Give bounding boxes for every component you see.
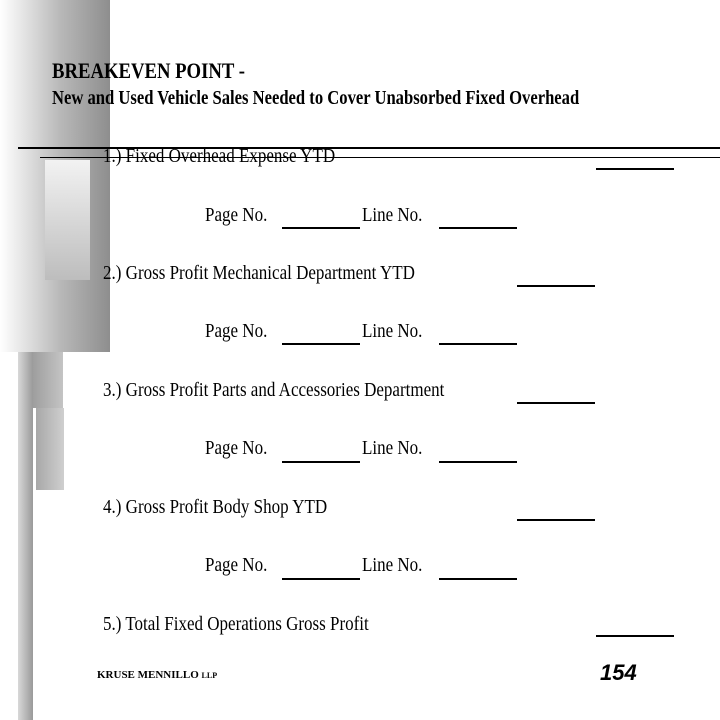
page-no-label-4: Page No. xyxy=(205,554,268,576)
decorative-gradient-bar xyxy=(36,408,64,490)
line-no-blank-2[interactable] xyxy=(439,343,517,345)
decorative-gradient-bar xyxy=(45,160,90,280)
amount-blank-2[interactable] xyxy=(517,285,595,287)
amount-blank-1[interactable] xyxy=(596,168,674,170)
page-no-blank-3[interactable] xyxy=(282,461,360,463)
decorative-gradient-bar xyxy=(18,352,33,720)
amount-blank-3[interactable] xyxy=(517,402,595,404)
worksheet-item-5: 5.) Total Fixed Operations Gross Profit xyxy=(103,613,369,635)
worksheet-item-1: 1.) Fixed Overhead Expense YTD xyxy=(103,145,336,167)
page-no-blank-1[interactable] xyxy=(282,227,360,229)
page-no-blank-4[interactable] xyxy=(282,578,360,580)
worksheet-item-2: 2.) Gross Profit Mechanical Department YTD xyxy=(103,262,415,284)
firm-name-suffix: LLP xyxy=(201,671,218,680)
line-no-blank-4[interactable] xyxy=(439,578,517,580)
page-no-label-3: Page No. xyxy=(205,437,268,459)
firm-name-text: KRUSE MENNILLO xyxy=(97,669,199,681)
worksheet-item-3: 3.) Gross Profit Parts and Accessories Department xyxy=(103,379,445,401)
line-no-label-1: Line No. xyxy=(362,204,423,226)
page-no-blank-2[interactable] xyxy=(282,343,360,345)
decorative-gradient-bar xyxy=(33,352,63,408)
line-no-blank-3[interactable] xyxy=(439,461,517,463)
line-no-label-2: Line No. xyxy=(362,320,423,342)
page-no-label-1: Page No. xyxy=(205,204,268,226)
page-no-label-2: Page No. xyxy=(205,320,268,342)
line-no-label-4: Line No. xyxy=(362,554,423,576)
page-number: 154 xyxy=(600,660,637,685)
amount-blank-4[interactable] xyxy=(517,519,595,521)
line-no-label-3: Line No. xyxy=(362,437,423,459)
amount-blank-5[interactable] xyxy=(596,635,674,637)
page-title: BREAKEVEN POINT - xyxy=(52,58,245,83)
firm-name xyxy=(97,669,217,681)
line-no-blank-1[interactable] xyxy=(439,227,517,229)
page-subtitle: New and Used Vehicle Sales Needed to Cover Unabsorbed Fixed Overhead xyxy=(52,87,580,109)
worksheet-item-4: 4.) Gross Profit Body Shop YTD xyxy=(103,496,328,518)
